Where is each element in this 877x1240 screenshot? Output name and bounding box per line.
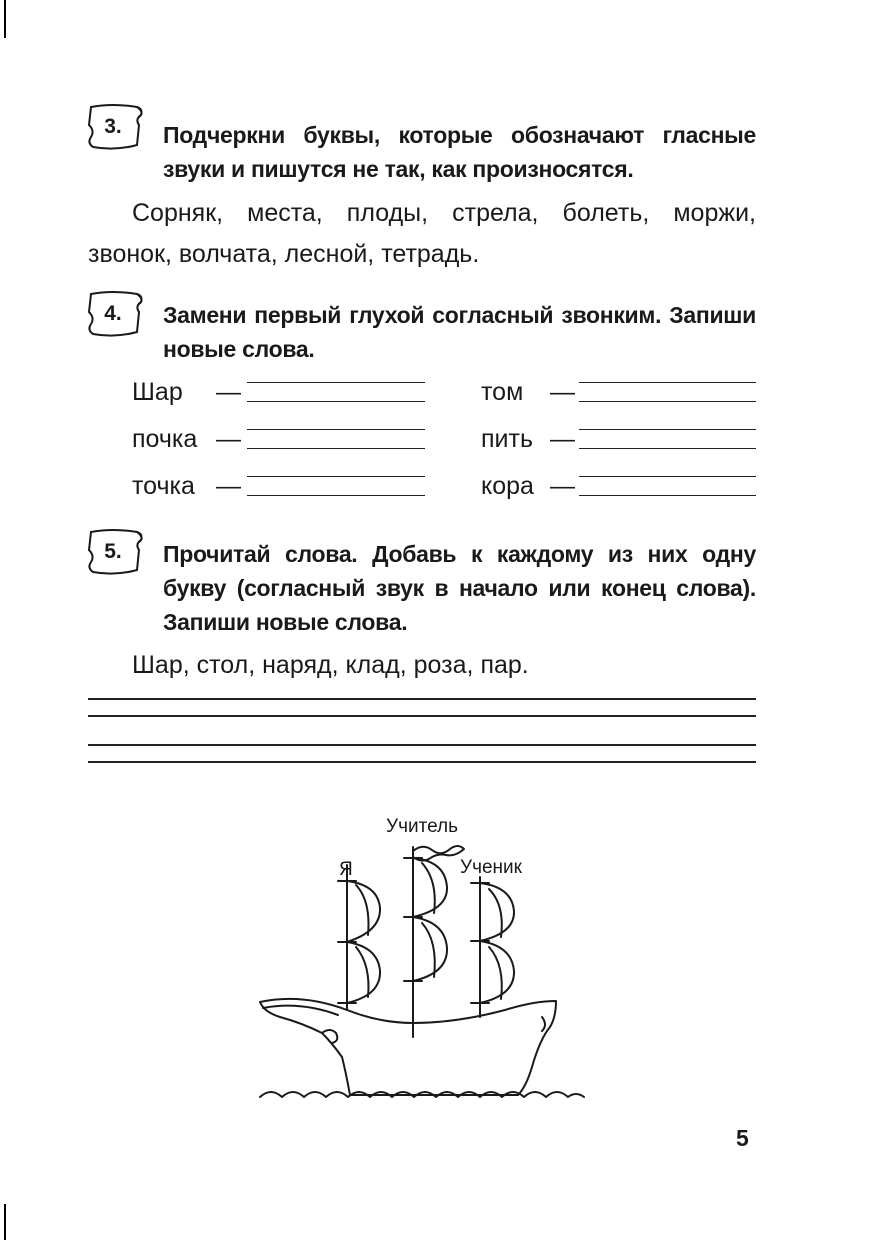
answer-line[interactable]	[247, 476, 425, 496]
answer-line[interactable]	[579, 382, 756, 402]
sail	[347, 942, 380, 1003]
dash: —	[550, 378, 575, 406]
hull-line	[263, 1006, 338, 1015]
label-student: Ученик	[460, 857, 522, 878]
word-kora: кора	[481, 472, 534, 500]
answer-line[interactable]	[247, 429, 425, 449]
word-pit: пить	[481, 425, 533, 453]
page-number: 5	[736, 1125, 749, 1151]
writing-line[interactable]	[88, 744, 756, 746]
word-pochka: почка	[132, 425, 198, 453]
crop-mark-top	[4, 0, 6, 38]
task-5-text: Шар, стол, наряд, клад, роза, пар.	[132, 651, 529, 679]
dash: —	[216, 472, 241, 500]
ship-illustration	[250, 805, 595, 1105]
sail	[480, 941, 514, 1003]
task-3-instruction: Подчеркни буквы, которые обозначают гласные звуки и пишутся не так, как произносятся.	[163, 122, 756, 182]
writing-line[interactable]	[88, 698, 756, 700]
task-5-badge	[85, 528, 147, 580]
writing-line[interactable]	[88, 761, 756, 763]
dash: —	[216, 425, 241, 453]
word-tochka: точка	[132, 472, 195, 500]
word-shar: Шар	[132, 378, 183, 406]
sail	[413, 858, 447, 917]
sail	[347, 881, 380, 942]
task-3-number: 3.	[104, 115, 122, 138]
task-4-instruction: Замени первый глухой согласный звонким. Запиши новые слова.	[163, 302, 756, 362]
bow-curl	[542, 1017, 545, 1031]
sail	[413, 917, 447, 981]
sail	[489, 947, 502, 999]
answer-line[interactable]	[247, 382, 425, 402]
answer-line[interactable]	[579, 429, 756, 449]
task-5-number: 5.	[104, 540, 122, 563]
dash: —	[550, 425, 575, 453]
dash: —	[216, 378, 241, 406]
crop-mark-bottom	[4, 1204, 6, 1240]
hull	[260, 999, 556, 1095]
sail	[422, 923, 435, 977]
sail	[480, 883, 514, 941]
label-teacher: Учитель	[386, 816, 458, 837]
dash: —	[550, 472, 575, 500]
task-5-instruction: Прочитай слова. Добавь к каждому из них одну букву (согласный звук в начало или конец слова). Запиши новые слова.	[163, 541, 756, 635]
label-me: Я	[339, 859, 353, 880]
task-4-number: 4.	[104, 302, 122, 325]
task-3-badge	[85, 103, 147, 155]
task-3-text: Сорняк, места, плоды, стрела, болеть, моржи, звонок, волчата, лесной, тетрадь.	[88, 199, 756, 268]
writing-line[interactable]	[88, 715, 756, 717]
answer-line[interactable]	[579, 476, 756, 496]
sail	[356, 947, 369, 997]
word-tom: том	[481, 378, 524, 406]
sail	[356, 885, 369, 935]
sail	[422, 863, 435, 913]
sail	[489, 889, 502, 937]
task-4-badge	[85, 290, 147, 342]
